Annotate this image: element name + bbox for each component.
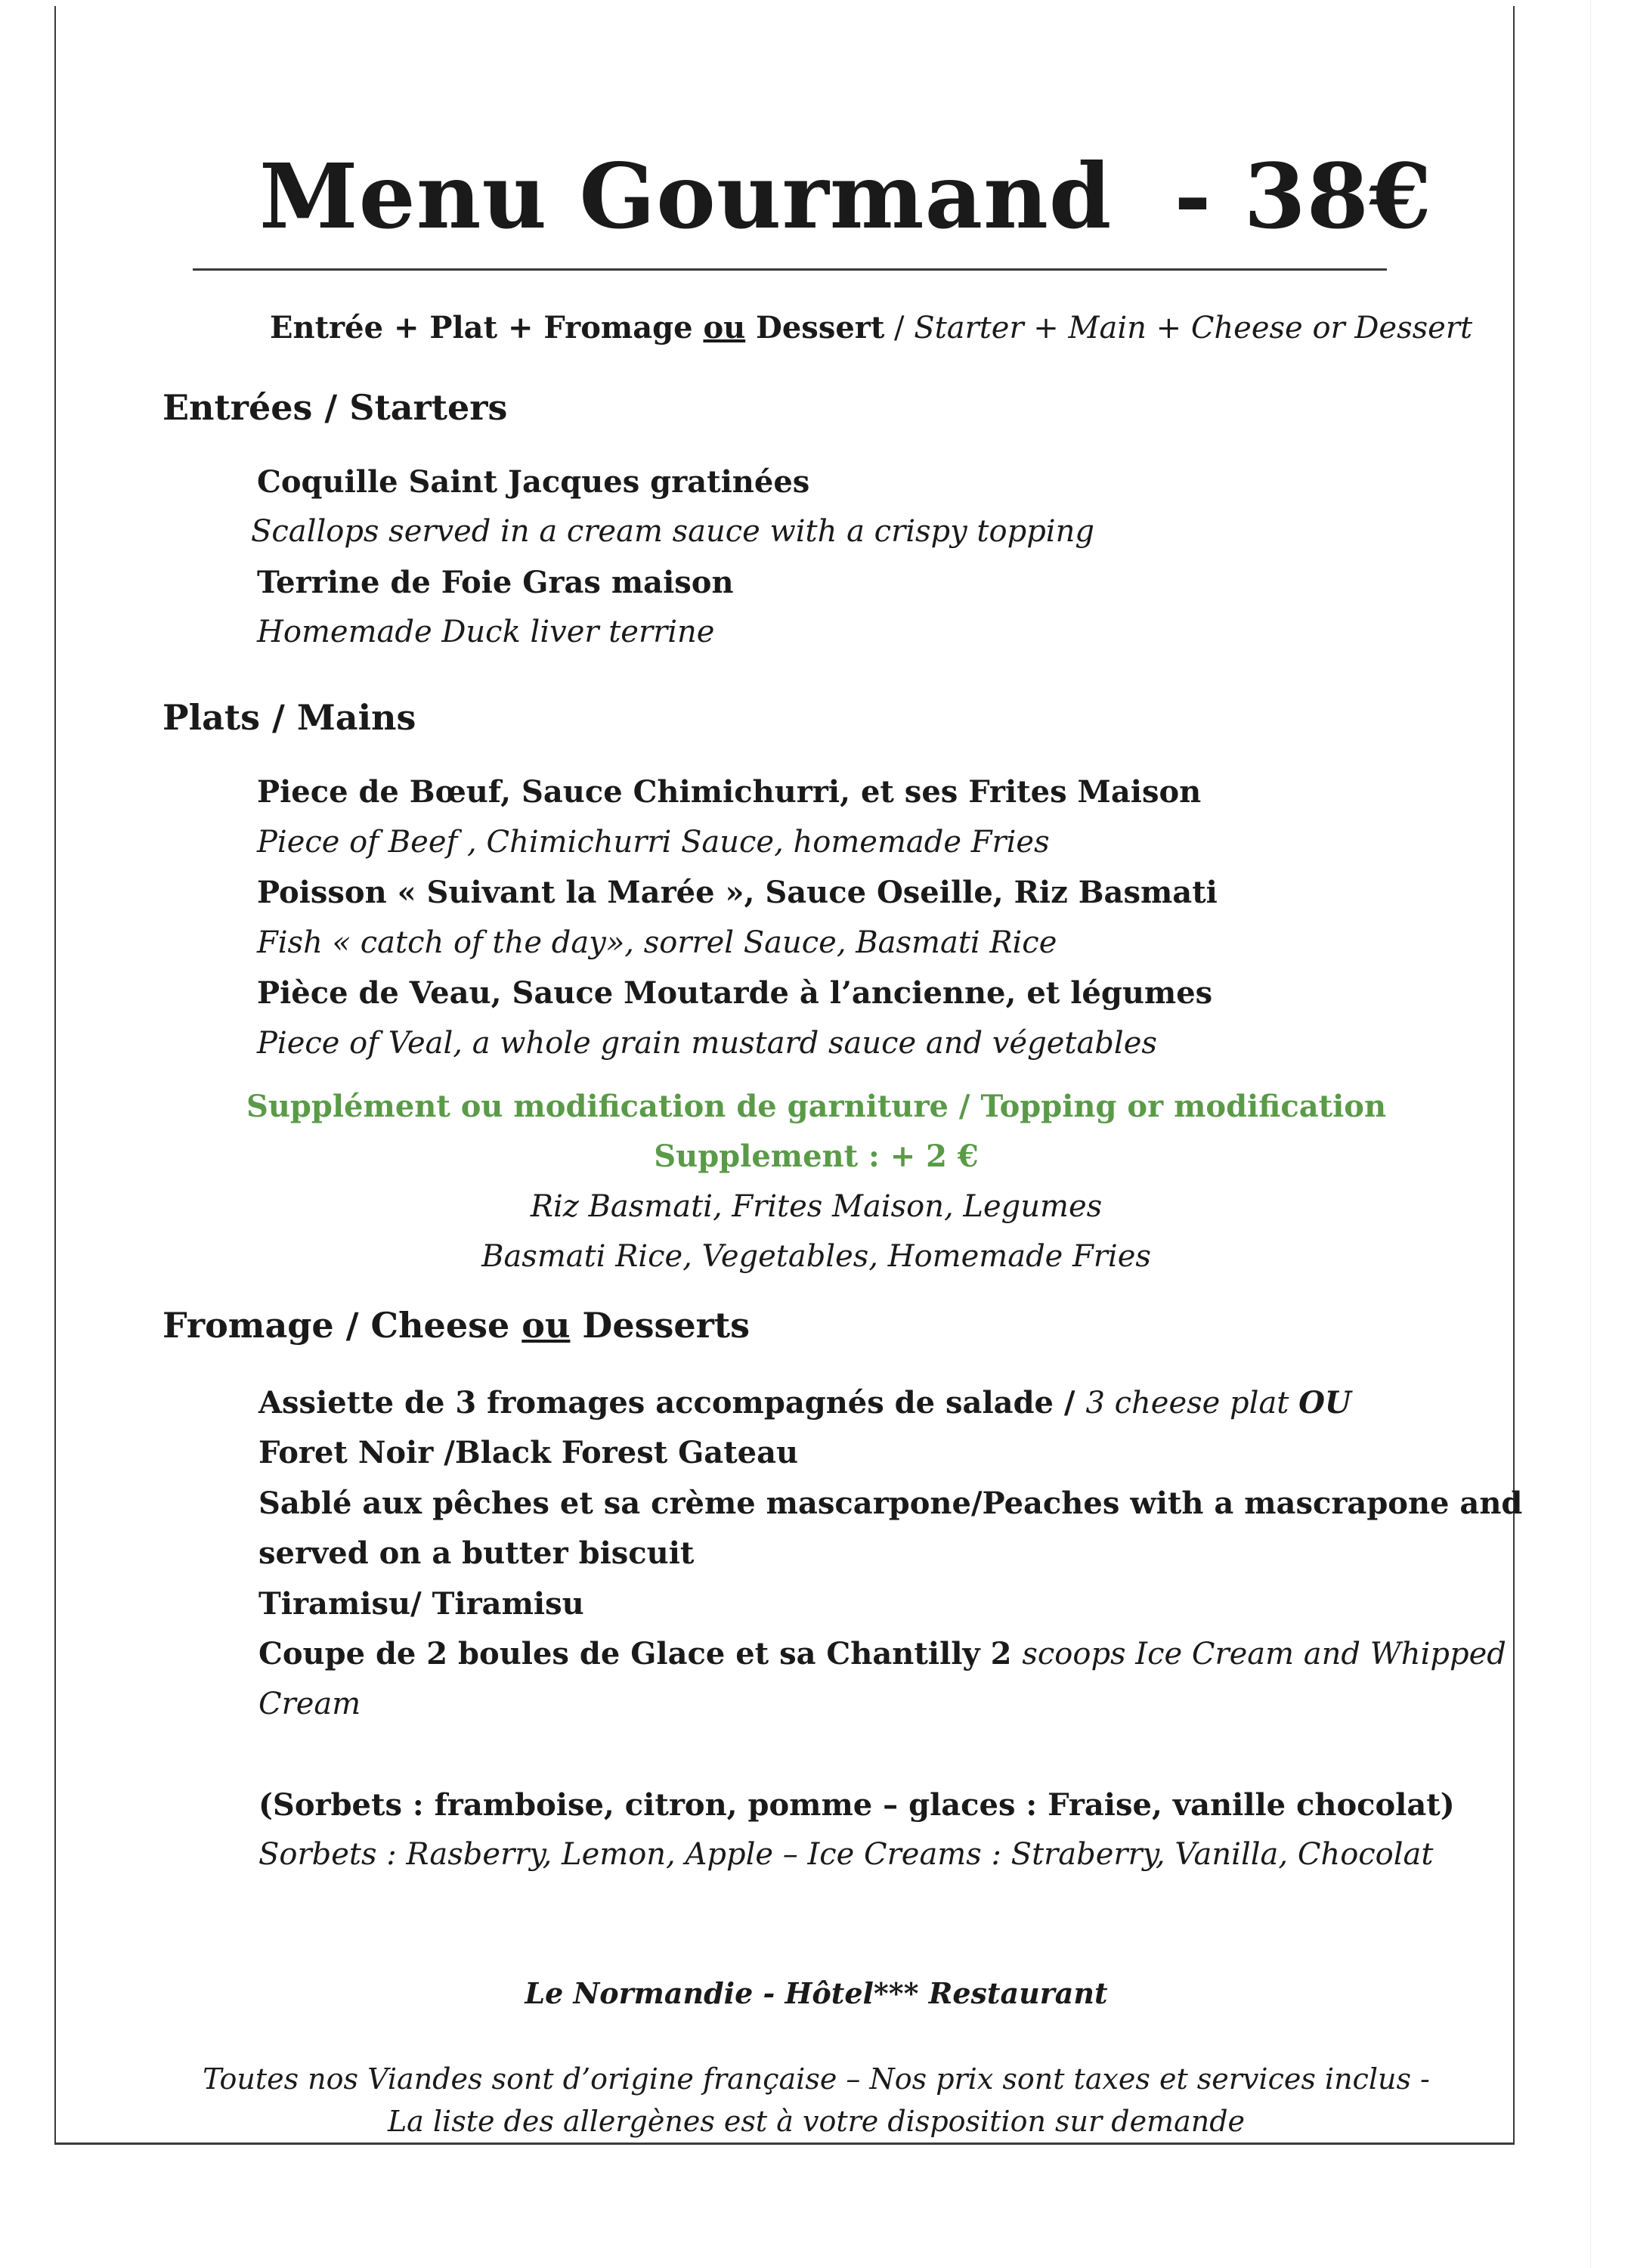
dessert-or: OU [1298, 1385, 1351, 1421]
formula-fr: Entrée + Plat + Fromage [270, 310, 704, 345]
supplement-options-fr: Riz Basmati, Frites Maison, Legumes [530, 1189, 1103, 1224]
dessert-name: Coupe de 2 boules de Glace et sa Chantilly 2 [258, 1636, 1023, 1672]
dish-name: Coquille Saint Jacques gratinées [257, 464, 810, 500]
allergen-note: La liste des allergènes est à votre disposition sur demande [387, 2105, 1246, 2138]
formula-separator: / [884, 311, 915, 345]
dessert-ice-cream [258, 1636, 1506, 1672]
dish-description: Fish « catch of the day», sorrel Sauce, Basmati Rice [257, 925, 1057, 960]
scan-edge [1590, 0, 1591, 2268]
dish-name: Piece de Bœuf, Sauce Chimichurri, et ses Frites Maison [257, 774, 1202, 810]
heading-text: Fromage / Cheese [162, 1305, 522, 1346]
footer-note: Toutes nos Viandes sont d’origine française – Nos prix sont taxes et services inclus - [203, 2062, 1430, 2096]
section-heading-starters: Entrées / Starters [162, 387, 508, 428]
sorbets-en: Sorbets : Rasberry, Lemon, Apple – Ice Creams : Straberry, Vanilla, Chocolat [258, 1837, 1434, 1872]
dessert-name: Sablé aux pêches et sa crème mascarpone/Peaches with a mascrapone and [258, 1486, 1523, 1521]
page-frame-bottom [54, 2143, 1515, 2145]
heading-text-end: Desserts [570, 1305, 751, 1346]
dessert-name-en: 3 cheese plat [1085, 1386, 1299, 1421]
supplement-heading: Supplément ou modification de garniture / Topping or modification [246, 1089, 1387, 1124]
formula-line [270, 310, 1472, 345]
dessert-name-en: scoops Ice Cream and Whipped [1022, 1637, 1506, 1672]
dessert-name-cont: served on a butter biscuit [258, 1535, 695, 1571]
restaurant-name: Le Normandie - Hôtel*** Restaurant [525, 1976, 1108, 2010]
heading-ou: ou [521, 1305, 571, 1346]
menu-title [259, 144, 1432, 249]
dish-description: Piece of Veal, a whole grain mustard sauce and végetables [257, 1026, 1157, 1061]
dessert-name: Tiramisu/ Tiramisu [258, 1586, 584, 1622]
formula-ou: ou [703, 310, 746, 345]
dish-description: Homemade Duck liver terrine [257, 615, 715, 649]
dessert-cheese-plate [258, 1385, 1351, 1421]
page-frame-left [54, 6, 56, 2144]
dish-name: Terrine de Foie Gras maison [257, 565, 734, 600]
title-divider [193, 268, 1387, 271]
section-heading-mains: Plats / Mains [162, 697, 416, 738]
dish-description: Piece of Beef , Chimichurri Sauce, homemade Fries [257, 825, 1050, 860]
supplement-options-en: Basmati Rice, Vegetables, Homemade Fries [481, 1239, 1151, 1274]
formula-fr-end: Dessert [745, 310, 885, 345]
dish-name: Pièce de Veau, Sauce Moutarde à l’ancienne, et légumes [257, 975, 1213, 1011]
section-heading-desserts [162, 1305, 750, 1346]
dessert-name: Foret Noir /Black Forest Gateau [258, 1435, 799, 1470]
dish-name: Poisson « Suivant la Marée », Sauce Oseille, Riz Basmati [257, 875, 1218, 910]
dish-description: Scallops served in a cream sauce with a crispy topping [251, 514, 1094, 549]
dessert-name: Assiette de 3 fromages accompagnés de salade / [258, 1385, 1086, 1421]
title-dash: - [1174, 144, 1212, 249]
dessert-name-en-cont: Cream [258, 1687, 361, 1721]
menu-price: 38€ [1243, 144, 1432, 249]
supplement-price: Supplement : + 2 € [654, 1139, 979, 1174]
page-frame-right [1513, 6, 1515, 2144]
sorbets-fr: (Sorbets : framboise, citron, pomme – glaces : Fraise, vanille chocolat) [258, 1787, 1455, 1823]
formula-en: Starter + Main + Cheese or Dessert [914, 311, 1473, 345]
title-text: Menu Gourmand [259, 144, 1113, 249]
